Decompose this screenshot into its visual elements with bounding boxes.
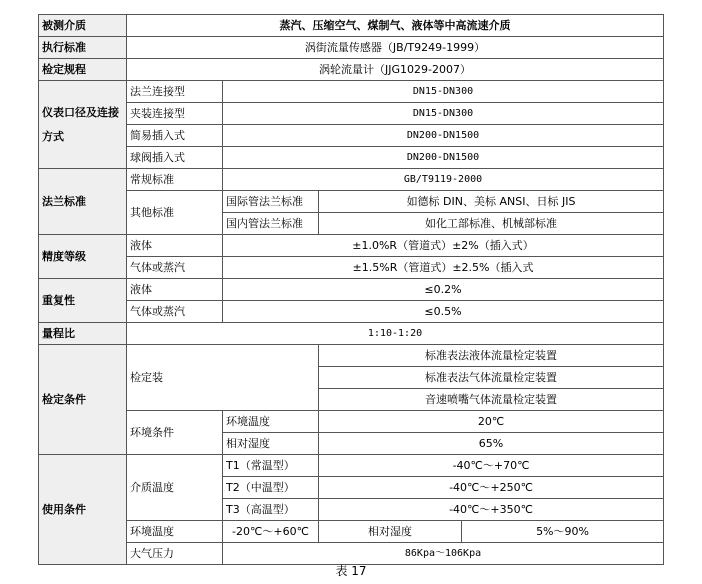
usage-humidity-label: 相对湿度 <box>319 521 462 543</box>
repeat-liquid-label: 液体 <box>127 279 223 301</box>
standard-value: 涡街流量传感器（JB/T9249-1999） <box>127 37 664 59</box>
conditions-humidity-value: 65% <box>319 433 664 455</box>
row-caliber-1 <box>39 81 664 103</box>
caliber-value: DN15-DN300 <box>223 103 664 125</box>
verification-label: 检定规程 <box>39 59 127 81</box>
usage-medium-temp-label: 介质温度 <box>127 455 223 521</box>
row-caliber-3 <box>39 125 664 147</box>
accuracy-liquid-value: ±1.0%R（管道式）±2%（插入式） <box>223 235 664 257</box>
flange-other-label: 其他标准 <box>127 191 223 235</box>
repeat-label: 重复性 <box>39 279 127 323</box>
row-verification <box>39 59 664 81</box>
medium-value: 蒸汽、压缩空气、煤制气、液体等中高流速介质 <box>127 15 664 37</box>
conditions-temp-value: 20℃ <box>319 411 664 433</box>
row-usage-env <box>39 521 664 543</box>
caliber-label: 仪表口径及连接方式 <box>39 81 127 169</box>
accuracy-liquid-label: 液体 <box>127 235 223 257</box>
flange-intl-label: 国际管法兰标准 <box>223 191 319 213</box>
range-label: 量程比 <box>39 323 127 345</box>
caliber-type: 简易插入式 <box>127 125 223 147</box>
medium-label: 被测介质 <box>39 15 127 37</box>
repeat-gas-value: ≤0.5% <box>223 301 664 323</box>
usage-pressure-value: 86Kpa～106Kpa <box>223 543 664 565</box>
row-repeat-gas <box>39 301 664 323</box>
row-flange-regular <box>39 169 664 191</box>
table-caption: 表 17 <box>335 564 367 578</box>
caliber-value: DN200-DN1500 <box>223 147 664 169</box>
usage-temp-type: T2（中温型） <box>223 477 319 499</box>
row-usage-t1 <box>39 455 664 477</box>
row-caliber-4 <box>39 147 664 169</box>
caliber-type: 夹装连接型 <box>127 103 223 125</box>
caliber-value: DN200-DN1500 <box>223 125 664 147</box>
usage-label: 使用条件 <box>39 455 127 565</box>
range-value: 1:10-1:20 <box>127 323 664 345</box>
accuracy-gas-label: 气体或蒸汽 <box>127 257 223 279</box>
usage-temp-type: T1（常温型） <box>223 455 319 477</box>
row-conditions-device-1 <box>39 345 664 367</box>
usage-pressure-label: 大气压力 <box>127 543 223 565</box>
caliber-type: 球阀插入式 <box>127 147 223 169</box>
row-caliber-2 <box>39 103 664 125</box>
conditions-label: 检定条件 <box>39 345 127 455</box>
conditions-humidity-label: 相对湿度 <box>223 433 319 455</box>
verification-value: 涡轮流量计（JJG1029-2007） <box>127 59 664 81</box>
flange-intl-value: 如德标 DIN、美标 ANSI、日标 JIS <box>319 191 664 213</box>
row-repeat-liquid <box>39 279 664 301</box>
standard-label: 执行标准 <box>39 37 127 59</box>
row-accuracy-gas <box>39 257 664 279</box>
row-flange-intl <box>39 191 664 213</box>
usage-env-temp-label: 环境温度 <box>127 521 223 543</box>
usage-temp-value: -40℃～+350℃ <box>319 499 664 521</box>
flange-regular-label: 常规标准 <box>127 169 223 191</box>
repeat-gas-label: 气体或蒸汽 <box>127 301 223 323</box>
conditions-device: 音速喷嘴气体流量检定装置 <box>319 389 664 411</box>
conditions-device: 标准表法气体流量检定装置 <box>319 367 664 389</box>
row-accuracy-liquid <box>39 235 664 257</box>
conditions-env-label: 环境条件 <box>127 411 223 455</box>
flange-label: 法兰标准 <box>39 169 127 235</box>
caliber-value: DN15-DN300 <box>223 81 664 103</box>
usage-humidity-value: 5%～90% <box>462 521 664 543</box>
row-standard <box>39 37 664 59</box>
usage-env-temp-value: -20℃～+60℃ <box>223 521 319 543</box>
accuracy-gas-value: ±1.5%R（管道式）±2.5%（插入式 <box>223 257 664 279</box>
repeat-liquid-value: ≤0.2% <box>223 279 664 301</box>
caliber-type: 法兰连接型 <box>127 81 223 103</box>
flange-domestic-label: 国内管法兰标准 <box>223 213 319 235</box>
conditions-device-label: 检定装 <box>127 345 319 411</box>
conditions-device: 标准表法液体流量检定装置 <box>319 345 664 367</box>
conditions-temp-label: 环境温度 <box>223 411 319 433</box>
flange-regular-value: GB/T9119-2000 <box>223 169 664 191</box>
accuracy-label: 精度等级 <box>39 235 127 279</box>
usage-temp-type: T3（高温型） <box>223 499 319 521</box>
flange-domestic-value: 如化工部标准、机械部标准 <box>319 213 664 235</box>
usage-temp-value: -40℃～+250℃ <box>319 477 664 499</box>
row-medium <box>39 15 664 37</box>
usage-temp-value: -40℃～+70℃ <box>319 455 664 477</box>
spec-table <box>38 14 664 565</box>
row-conditions-temp <box>39 411 664 433</box>
row-range <box>39 323 664 345</box>
